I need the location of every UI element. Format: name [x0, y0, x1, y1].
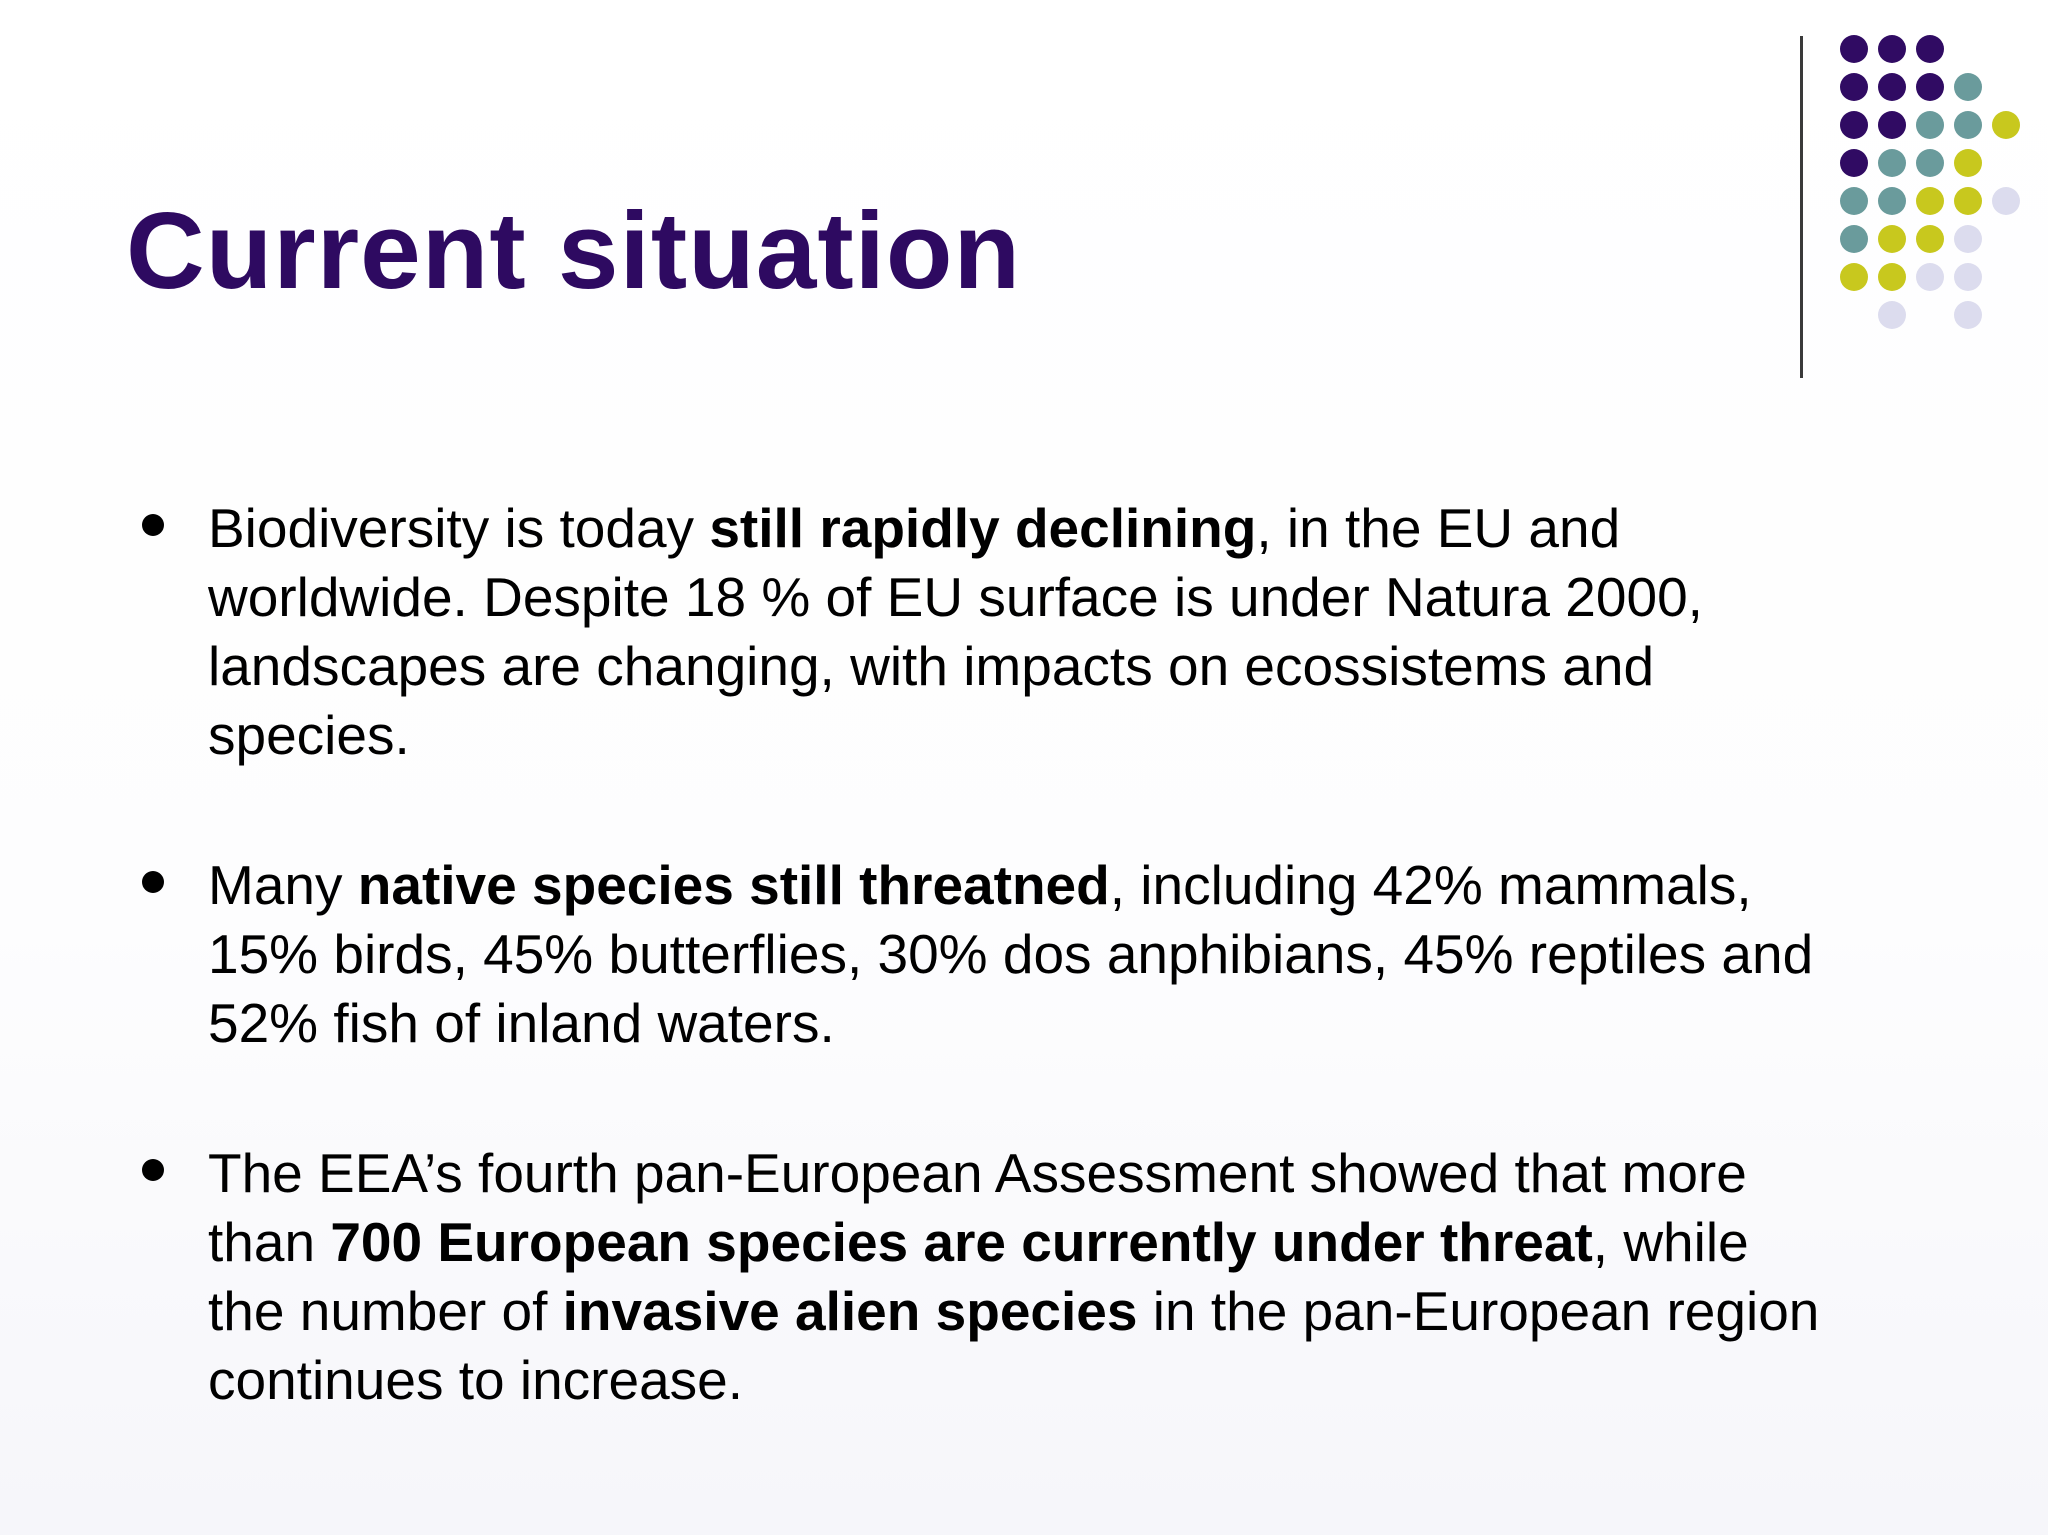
decor-dot [1840, 35, 1868, 63]
decor-dot [1878, 301, 1906, 329]
decor-dot [1992, 187, 2020, 215]
decor-dot [1916, 35, 1944, 63]
bullet-list [136, 494, 1836, 1496]
decor-dot [1916, 263, 1944, 291]
decor-dot [1840, 225, 1868, 253]
text-segment: , including 42% mammals, 15% birds, 45% butterflies, 30% dos anphibians, 45% reptiles and 52% fish of inland waters. [208, 854, 1814, 1054]
text-segment-bold: 700 European species are currently under threat [330, 1211, 1593, 1273]
decor-dot [1840, 187, 1868, 215]
decor-dot [1992, 111, 2020, 139]
decor-dot [1840, 263, 1868, 291]
decor-dot [1954, 73, 1982, 101]
header-divider [1800, 36, 1803, 378]
decor-dot [1878, 73, 1906, 101]
bullet-dot-icon [142, 514, 164, 536]
bullet-dot-icon [142, 1159, 164, 1181]
decor-dot [1840, 73, 1868, 101]
text-segment: The EEA’s fourth pan-European Assessment showed that more than [208, 1142, 1747, 1273]
text-segment-bold: native species still threatned [357, 854, 1110, 916]
bullet-item [136, 1139, 1836, 1415]
text-segment-bold: still rapidly declining [709, 497, 1257, 559]
decor-dot [1954, 225, 1982, 253]
decor-dot [1954, 187, 1982, 215]
bullet-text [208, 854, 1813, 1054]
decor-dot [1916, 225, 1944, 253]
decor-dot [1878, 111, 1906, 139]
decor-dot [1954, 111, 1982, 139]
text-segment-bold: invasive alien species [562, 1280, 1138, 1342]
text-segment: , while the number of [208, 1211, 1749, 1342]
decor-dot [1878, 35, 1906, 63]
text-segment: in the pan-European region continues to increase. [208, 1280, 1820, 1411]
decor-dot [1878, 187, 1906, 215]
decor-dot [1916, 73, 1944, 101]
bullet-text [208, 497, 1703, 766]
decor-dot [1954, 263, 1982, 291]
bullet-item [136, 494, 1836, 770]
decor-dot [1878, 225, 1906, 253]
text-segment: , in the EU and worldwide. Despite 18 % of EU surface is under Natura 2000, landscapes are changing, with impacts on ecossistems and species. [208, 497, 1703, 766]
decor-dot [1878, 263, 1906, 291]
decor-dot [1840, 149, 1868, 177]
decor-dot [1954, 301, 1982, 329]
decor-dot [1840, 111, 1868, 139]
bullet-item [136, 851, 1836, 1058]
text-segment: Biodiversity is today [208, 497, 710, 559]
decor-dot [1954, 149, 1982, 177]
bullet-text [208, 1142, 1819, 1411]
decor-dot [1916, 149, 1944, 177]
text-segment: Many [208, 854, 358, 916]
decorative-dot-grid [1838, 33, 2038, 333]
bullet-dot-icon [142, 871, 164, 893]
slide-title: Current situation [126, 190, 1022, 312]
decor-dot [1878, 149, 1906, 177]
decor-dot [1916, 187, 1944, 215]
decor-dot [1916, 111, 1944, 139]
